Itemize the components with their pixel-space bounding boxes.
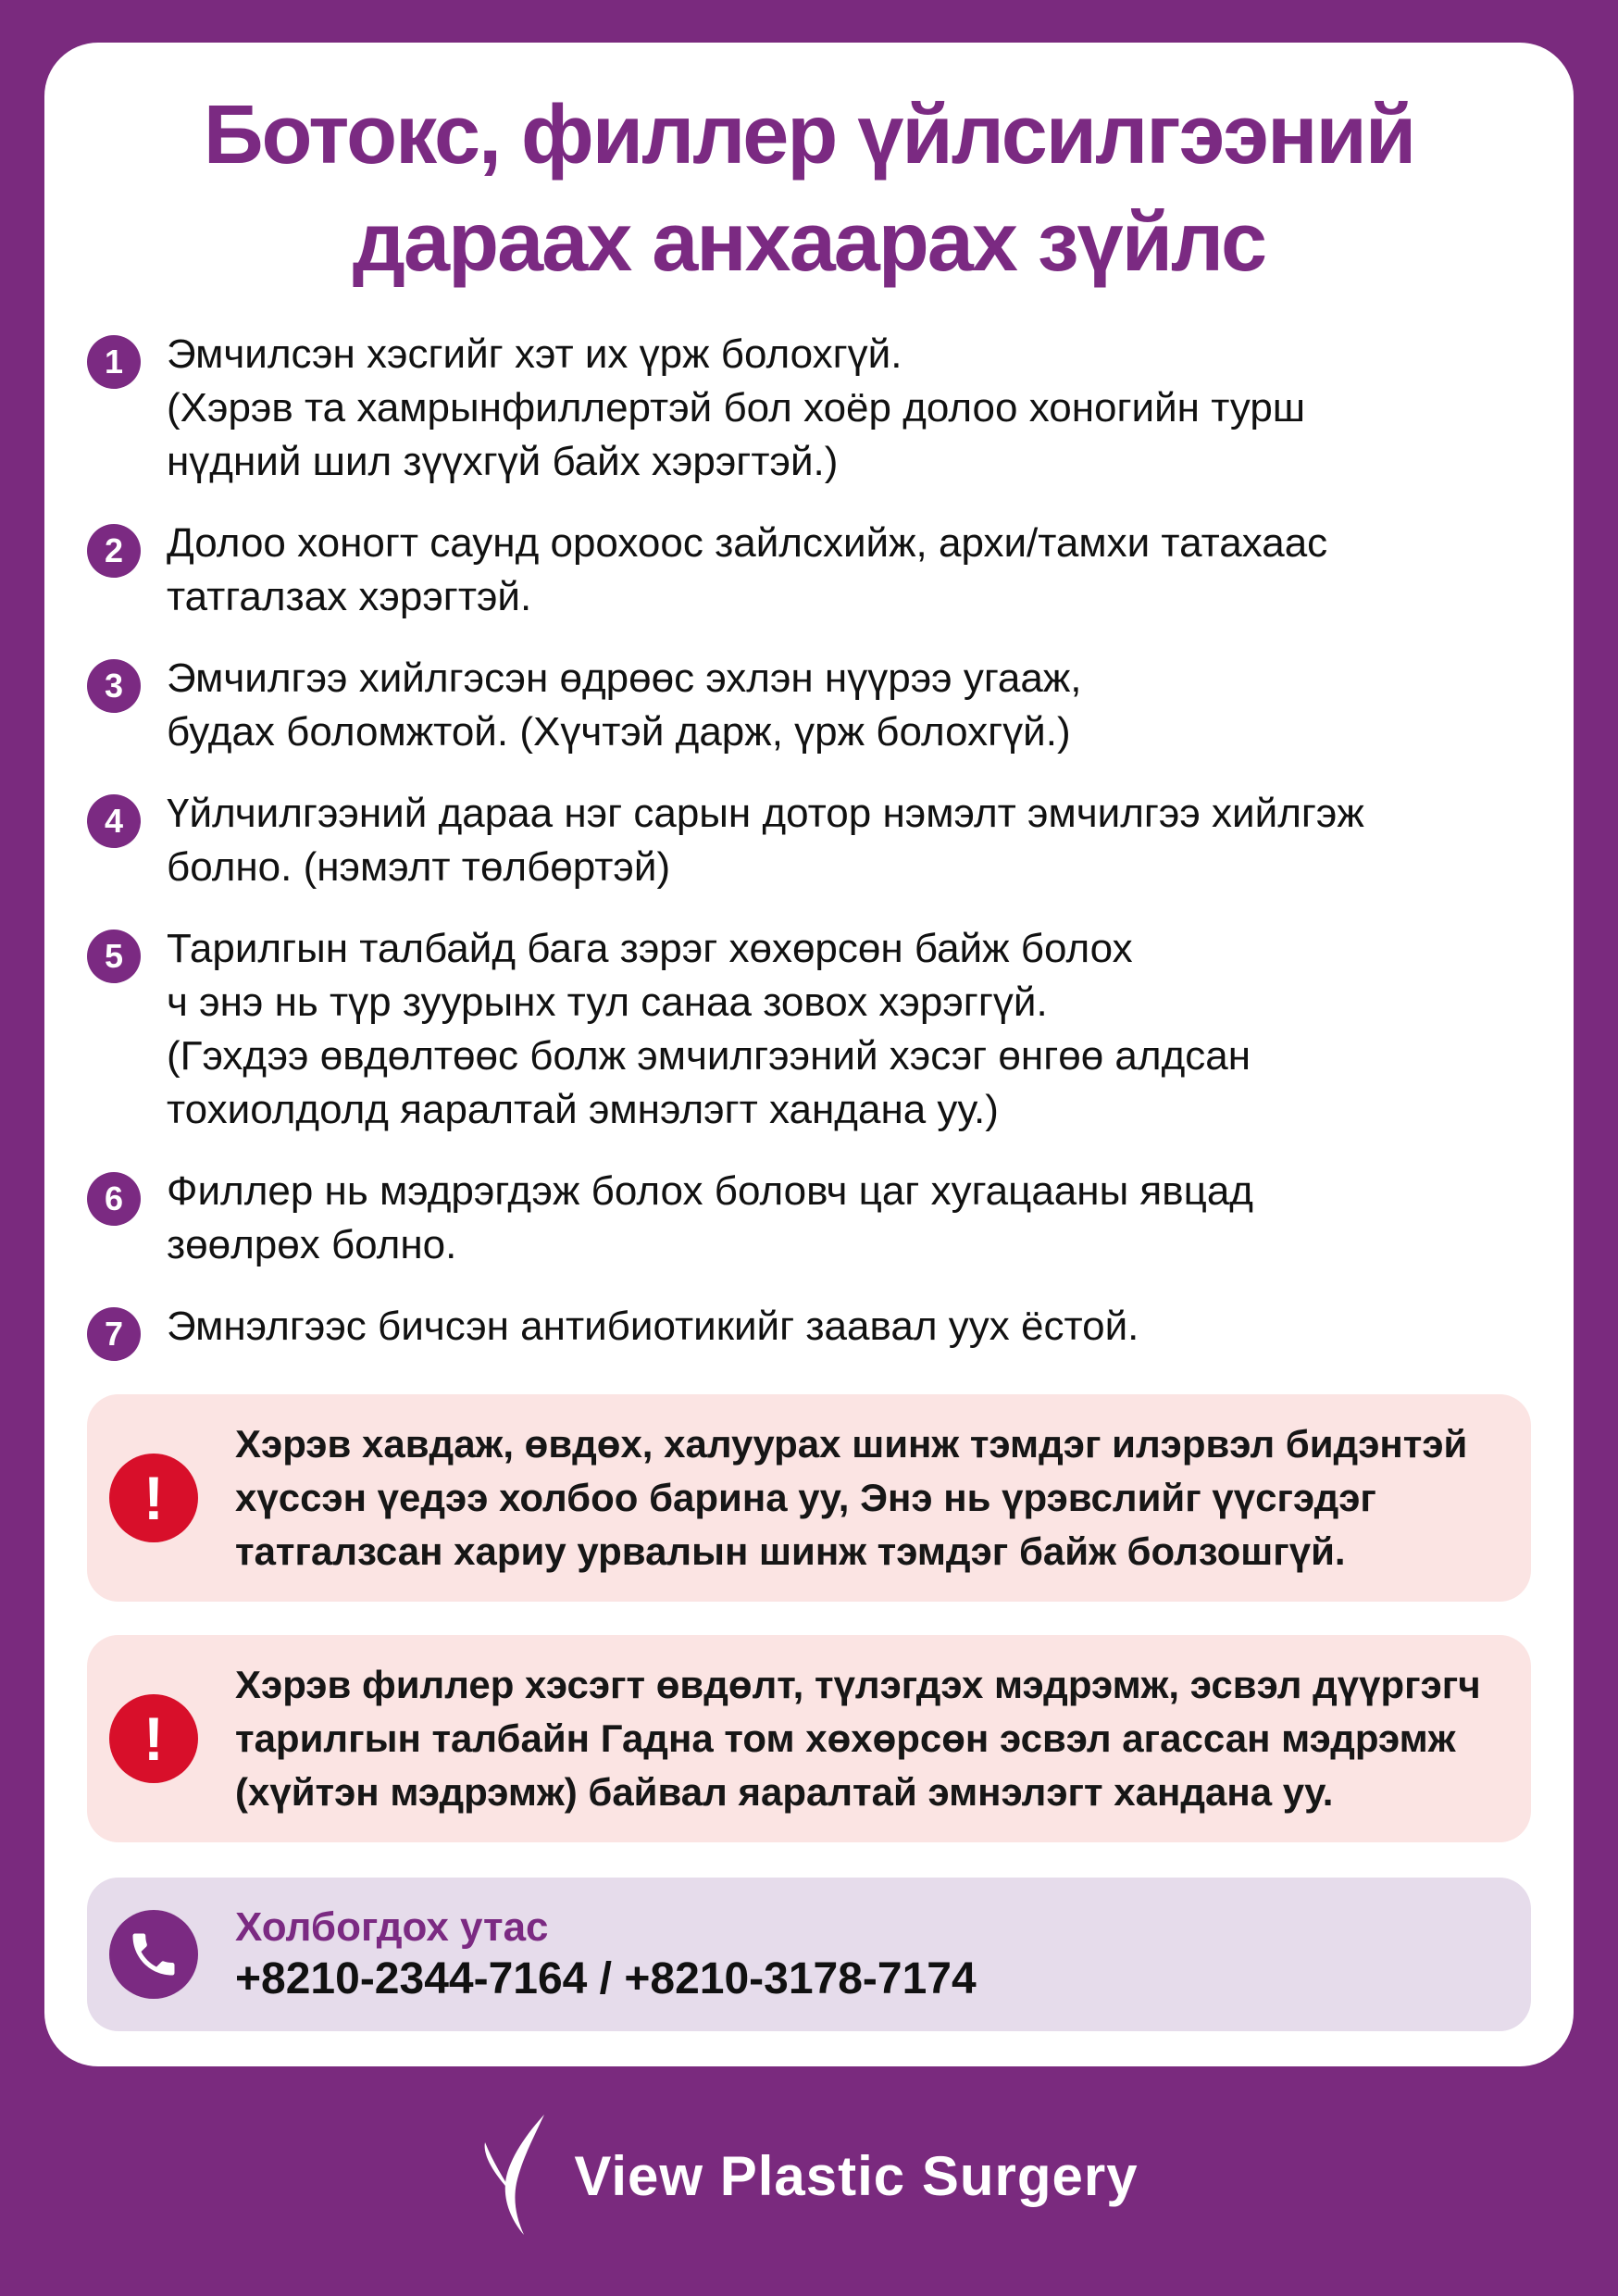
list-item — [87, 328, 1531, 489]
brand-footer — [0, 2111, 1618, 2240]
warning-text: Хэрэв филлер хэсэгт өвдөлт, түлэгдэх мэдрэмж, эсвэл дүүргэгч тарилгын талбайн Гадна том хөхөрсөн эсвэл агассан мэдрэмж (хүйтэн мэдрэмж) байвал яаралтай эмнэлэгт хандана уу. — [235, 1663, 1481, 1814]
list-item-text: Үйлчилгээний дараа нэг сарын дотор нэмэлт эмчилгээ хийлгэж болно. (нэмэлт төлбөртэй) — [167, 791, 1364, 890]
list-item-text: Тарилгын талбайд бага зэрэг хөхөрсөн байж болох ч энэ нь түр зуурынх тул санаа зовох хэрэггүй. (Гэхдээ өвдөлтөөс болж эмчилгээний хэсэг өнгөө алдсан тохиолдолд яаралтай эмнэлэгт хандана уу.) — [167, 926, 1251, 1132]
list-item-text: Филлер нь мэдрэгдэж болох боловч цаг хугацааны явцад зөөлрөх болно. — [167, 1168, 1253, 1267]
exclamation-icon: ! — [109, 1454, 198, 1542]
number-badge-icon: 1 — [87, 335, 141, 389]
leaf-logo-icon — [479, 2111, 563, 2240]
contact-phone-numbers: +8210-2344-7164 / +8210-3178-7174 — [235, 1954, 977, 2003]
list-item — [87, 787, 1531, 894]
list-item-text: Эмчилгээ хийлгэсэн өдрөөс эхлэн нүүрээ угааж, будах боломжтой. (Хүчтэй дарж, үрж болохгүй.) — [167, 655, 1082, 755]
list-item — [87, 922, 1531, 1137]
title-line-2: дараах анхаарах зүйлс — [352, 196, 1266, 289]
info-card — [44, 43, 1574, 2066]
list-item-text: Эмчилсэн хэсгийг хэт их үрж болохгүй. (Хэрэв та хамрынфиллертэй бол хоёр долоо хоногийн турш нүдний шил зүүхгүй байх хэрэгтэй.) — [167, 331, 1306, 484]
list-item-text: Долоо хоногт саунд орохоос зайлсхийж, архи/тамхи татахаас татгалзах хэрэгтэй. — [167, 520, 1328, 619]
number-badge-icon: 2 — [87, 524, 141, 578]
brand-name: View Plastic Surgery — [574, 2144, 1139, 2207]
contact-info — [235, 1903, 977, 2006]
exclamation-icon: ! — [109, 1694, 198, 1783]
number-badge-icon: 3 — [87, 659, 141, 713]
page-title — [44, 81, 1574, 296]
number-badge-icon: 7 — [87, 1307, 141, 1361]
warning-box — [87, 1635, 1531, 1842]
list-item — [87, 652, 1531, 759]
list-item-text: Эмнэлгээс бичсэн антибиотикийг заавал уух ёстой. — [167, 1304, 1139, 1349]
number-badge-icon: 4 — [87, 794, 141, 848]
warning-box — [87, 1394, 1531, 1602]
number-badge-icon: 6 — [87, 1172, 141, 1226]
list-item — [87, 1165, 1531, 1272]
number-badge-icon: 5 — [87, 930, 141, 983]
warning-text: Хэрэв хавдаж, өвдөх, халуурах шинж тэмдэг илэрвэл бидэнтэй хүссэн үедээ холбоо барина уу, Энэ нь үрэвслийг үүсгэдэг татгалзсан хариу урвалын шинж тэмдэг байж болзошгүй. — [235, 1422, 1468, 1573]
list-item — [87, 1300, 1531, 1361]
instruction-list — [87, 328, 1531, 1389]
list-item — [87, 517, 1531, 624]
title-line-1: Ботокс, филлер үйлсилгээний — [203, 89, 1415, 181]
contact-box — [87, 1878, 1531, 2031]
phone-icon — [109, 1910, 198, 1999]
contact-label: Холбогдох утас — [235, 1904, 549, 1950]
